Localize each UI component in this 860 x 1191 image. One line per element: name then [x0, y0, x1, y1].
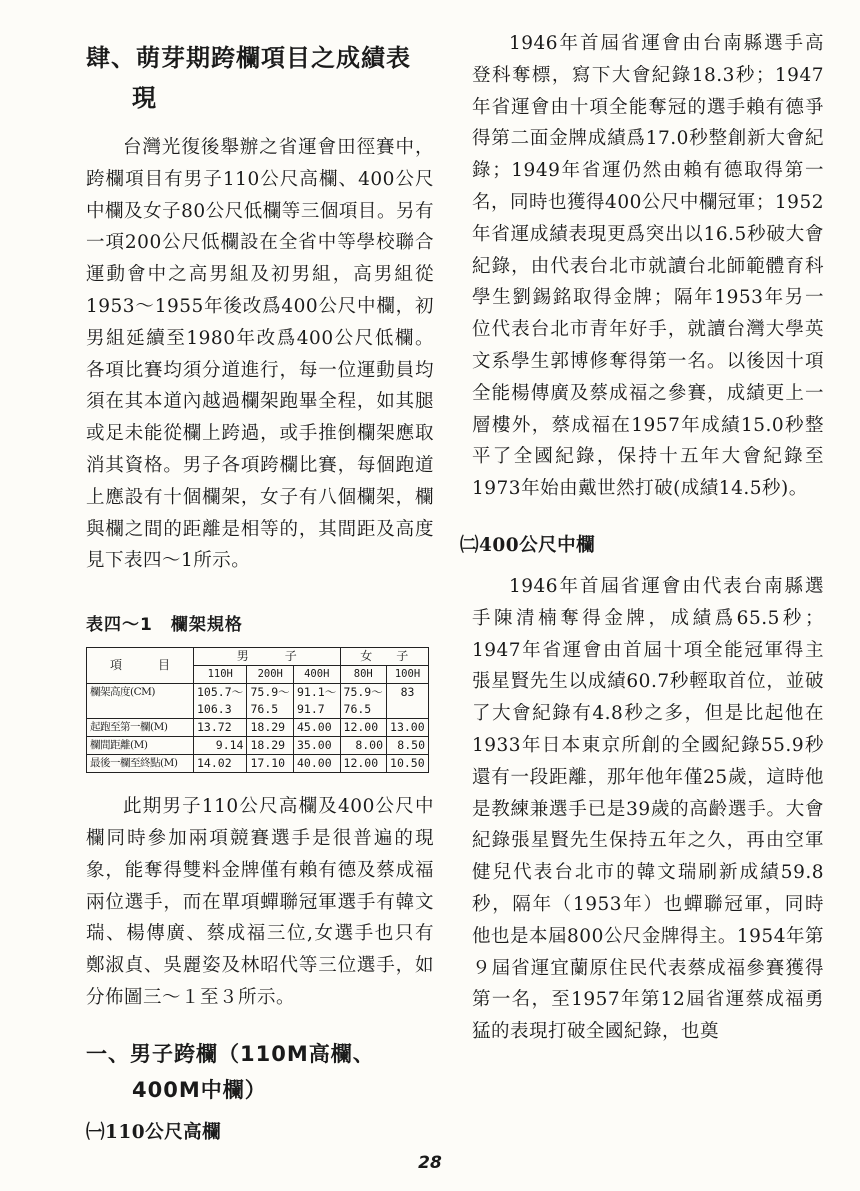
- table-cell: 91.1～: [294, 684, 341, 702]
- col-80h: 80H: [340, 666, 387, 684]
- table-cell: 8.50: [387, 737, 429, 755]
- body-paragraph: 1946年首屆省運會由台南縣選手高登科奪標，寫下大會紀錄18.3秒；1947年省運會由十項全能奪冠的選手賴有德爭得第二面金牌成績爲17.0秒整創新大會紀錄；1949年省運仍然由賴有德取得第一名，同時也獲得400公尺中欄冠軍；1952年省運成績表現更爲突出以16.5秒破大會紀錄，由代表台北市就讀台北師範體育科學生劉錫銘取得金牌；隔年1953年另一位代表台北市青年好手，就讀台灣大學英文系學生郭博修奪得第一名。以後因十項全能楊傳廣及蔡成福之參賽，成績更上一層樓外，蔡成福在1957年成績15.0秒整平了全國紀錄，保持十五年大會紀錄至1973年始由戴世然打破(成績14.5秒)。: [472, 33, 824, 500]
- table-row: [87, 755, 429, 773]
- table-cell: 12.00: [340, 719, 387, 737]
- table-cell: 91.7: [294, 701, 341, 719]
- intro-paragraph: 台灣光復後舉辦之省運會田徑賽中，跨欄項目有男子110公尺高欄、400公尺中欄及女子80公尺低欄等三個項目。另有一項200公尺低欄設在全省中等學校聯合運動會中之高男組及初男組，高男組從1953～1955年後改爲400公尺中欄，初男組延續至1980年改爲400公尺低欄。各項比賽均須分道進行，每一位運動員均須在其本道內越過欄架跑畢全程，如其腿或足未能從欄上跨過，或手推倒欄架應取消其資格。男子各項跨欄比賽，每個跑道上應設有十個欄架，女子有八個欄架，欄與欄之間的距離是相等的，其間距及高度見下表四～1所示。: [86, 137, 434, 572]
- table-cell: 12.00: [340, 755, 387, 773]
- left-column: [86, 30, 434, 1144]
- table-row: [87, 737, 429, 755]
- table-cell: 75.9～: [247, 684, 294, 702]
- row-label: 起跑至第一欄(M): [87, 719, 194, 737]
- right-column: [460, 30, 824, 1048]
- table-cell: 45.00: [294, 719, 341, 737]
- table-cell: 83: [387, 684, 429, 702]
- table-cell: 13.72: [194, 719, 247, 737]
- page-number: 28: [418, 1153, 442, 1173]
- table-header-row: [87, 648, 429, 666]
- table-cell: 10.50: [387, 755, 429, 773]
- subsection-title: 一、男子跨欄（110M高欄、400M中欄）: [86, 1041, 375, 1102]
- col-200h: 200H: [247, 666, 294, 684]
- header-item: 項 目: [87, 648, 194, 684]
- header-female: 女 子: [340, 648, 428, 666]
- row-label: 欄間距離(M): [87, 737, 194, 755]
- body-paragraph: 此期男子110公尺高欄及400公尺中欄同時參加兩項競賽選手是很普遍的現象，能奪得雙料金牌僅有賴有德及蔡成福兩位選手，而在單項蟬聯冠軍選手有韓文瑞、楊傳廣、蔡成福三位,女選手也只有鄭淑貞、吳麗姿及林昭代等三位選手，如分佈圖三～１至３所示。: [86, 796, 434, 1008]
- table-cell: 35.00: [294, 737, 341, 755]
- table-row: [87, 719, 429, 737]
- table-row: [87, 701, 429, 719]
- table-cell: 17.10: [247, 755, 294, 773]
- table-cell: 13.00: [387, 719, 429, 737]
- subsubsection-title: ㈡400公尺中欄: [460, 534, 596, 556]
- row-label-empty: [87, 701, 194, 719]
- table-cell: 8.00: [340, 737, 387, 755]
- table-cell: 14.02: [194, 755, 247, 773]
- col-400h: 400H: [294, 666, 341, 684]
- header-male: 男 子: [194, 648, 341, 666]
- hurdle-spec-table: [86, 647, 429, 773]
- row-label: 最後一欄至終點(M): [87, 755, 194, 773]
- table-row: [87, 684, 429, 702]
- table-cell: 9.14: [194, 737, 247, 755]
- table-cell: 105.7～: [194, 684, 247, 702]
- table-cell: [387, 701, 429, 719]
- table-cell: 76.5: [340, 701, 387, 719]
- body-paragraph: 1946年首屆省運會由代表台南縣選手陳清楠奪得金牌，成績爲65.5秒；1947年省運會由首屆十項全能冠軍得主張星賢先生以成績60.7秒輕取首位，並破了大會紀錄有4.8秒之多，但是比起他在1933年日本東京所創的全國紀錄55.9秒還有一段距離，那年他年僅25歲，這時他是教練兼選手已是39歲的高齡選手。大會紀錄張星賢先生保持五年之久，再由空軍健兒代表台北市的韓文瑞刷新成績59.8秒，隔年（1953年）也蟬聯冠軍，同時他也是本屆800公尺金牌得主。1954年第９屆省運宜蘭原住民代表蔡成福參賽獲得第一名，至1957年第12屆省運蔡成福勇猛的表現打破全國紀錄，也奠: [472, 575, 824, 1043]
- section-title: 肆、萌芽期跨欄項目之成績表現: [86, 44, 411, 112]
- table-cell: 18.29: [247, 737, 294, 755]
- table-cell: 106.3: [194, 701, 247, 719]
- table-caption: 表四～1 欄架規格: [86, 615, 243, 636]
- table-cell: 40.00: [294, 755, 341, 773]
- subsubsection-title: ㈠110公尺高欄: [86, 1121, 222, 1143]
- table-cell: 18.29: [247, 719, 294, 737]
- table-cell: 76.5: [247, 701, 294, 719]
- row-label: 欄架高度(CM): [87, 684, 194, 702]
- col-110h: 110H: [194, 666, 247, 684]
- table-cell: 75.9～: [340, 684, 387, 702]
- col-100h: 100H: [387, 666, 429, 684]
